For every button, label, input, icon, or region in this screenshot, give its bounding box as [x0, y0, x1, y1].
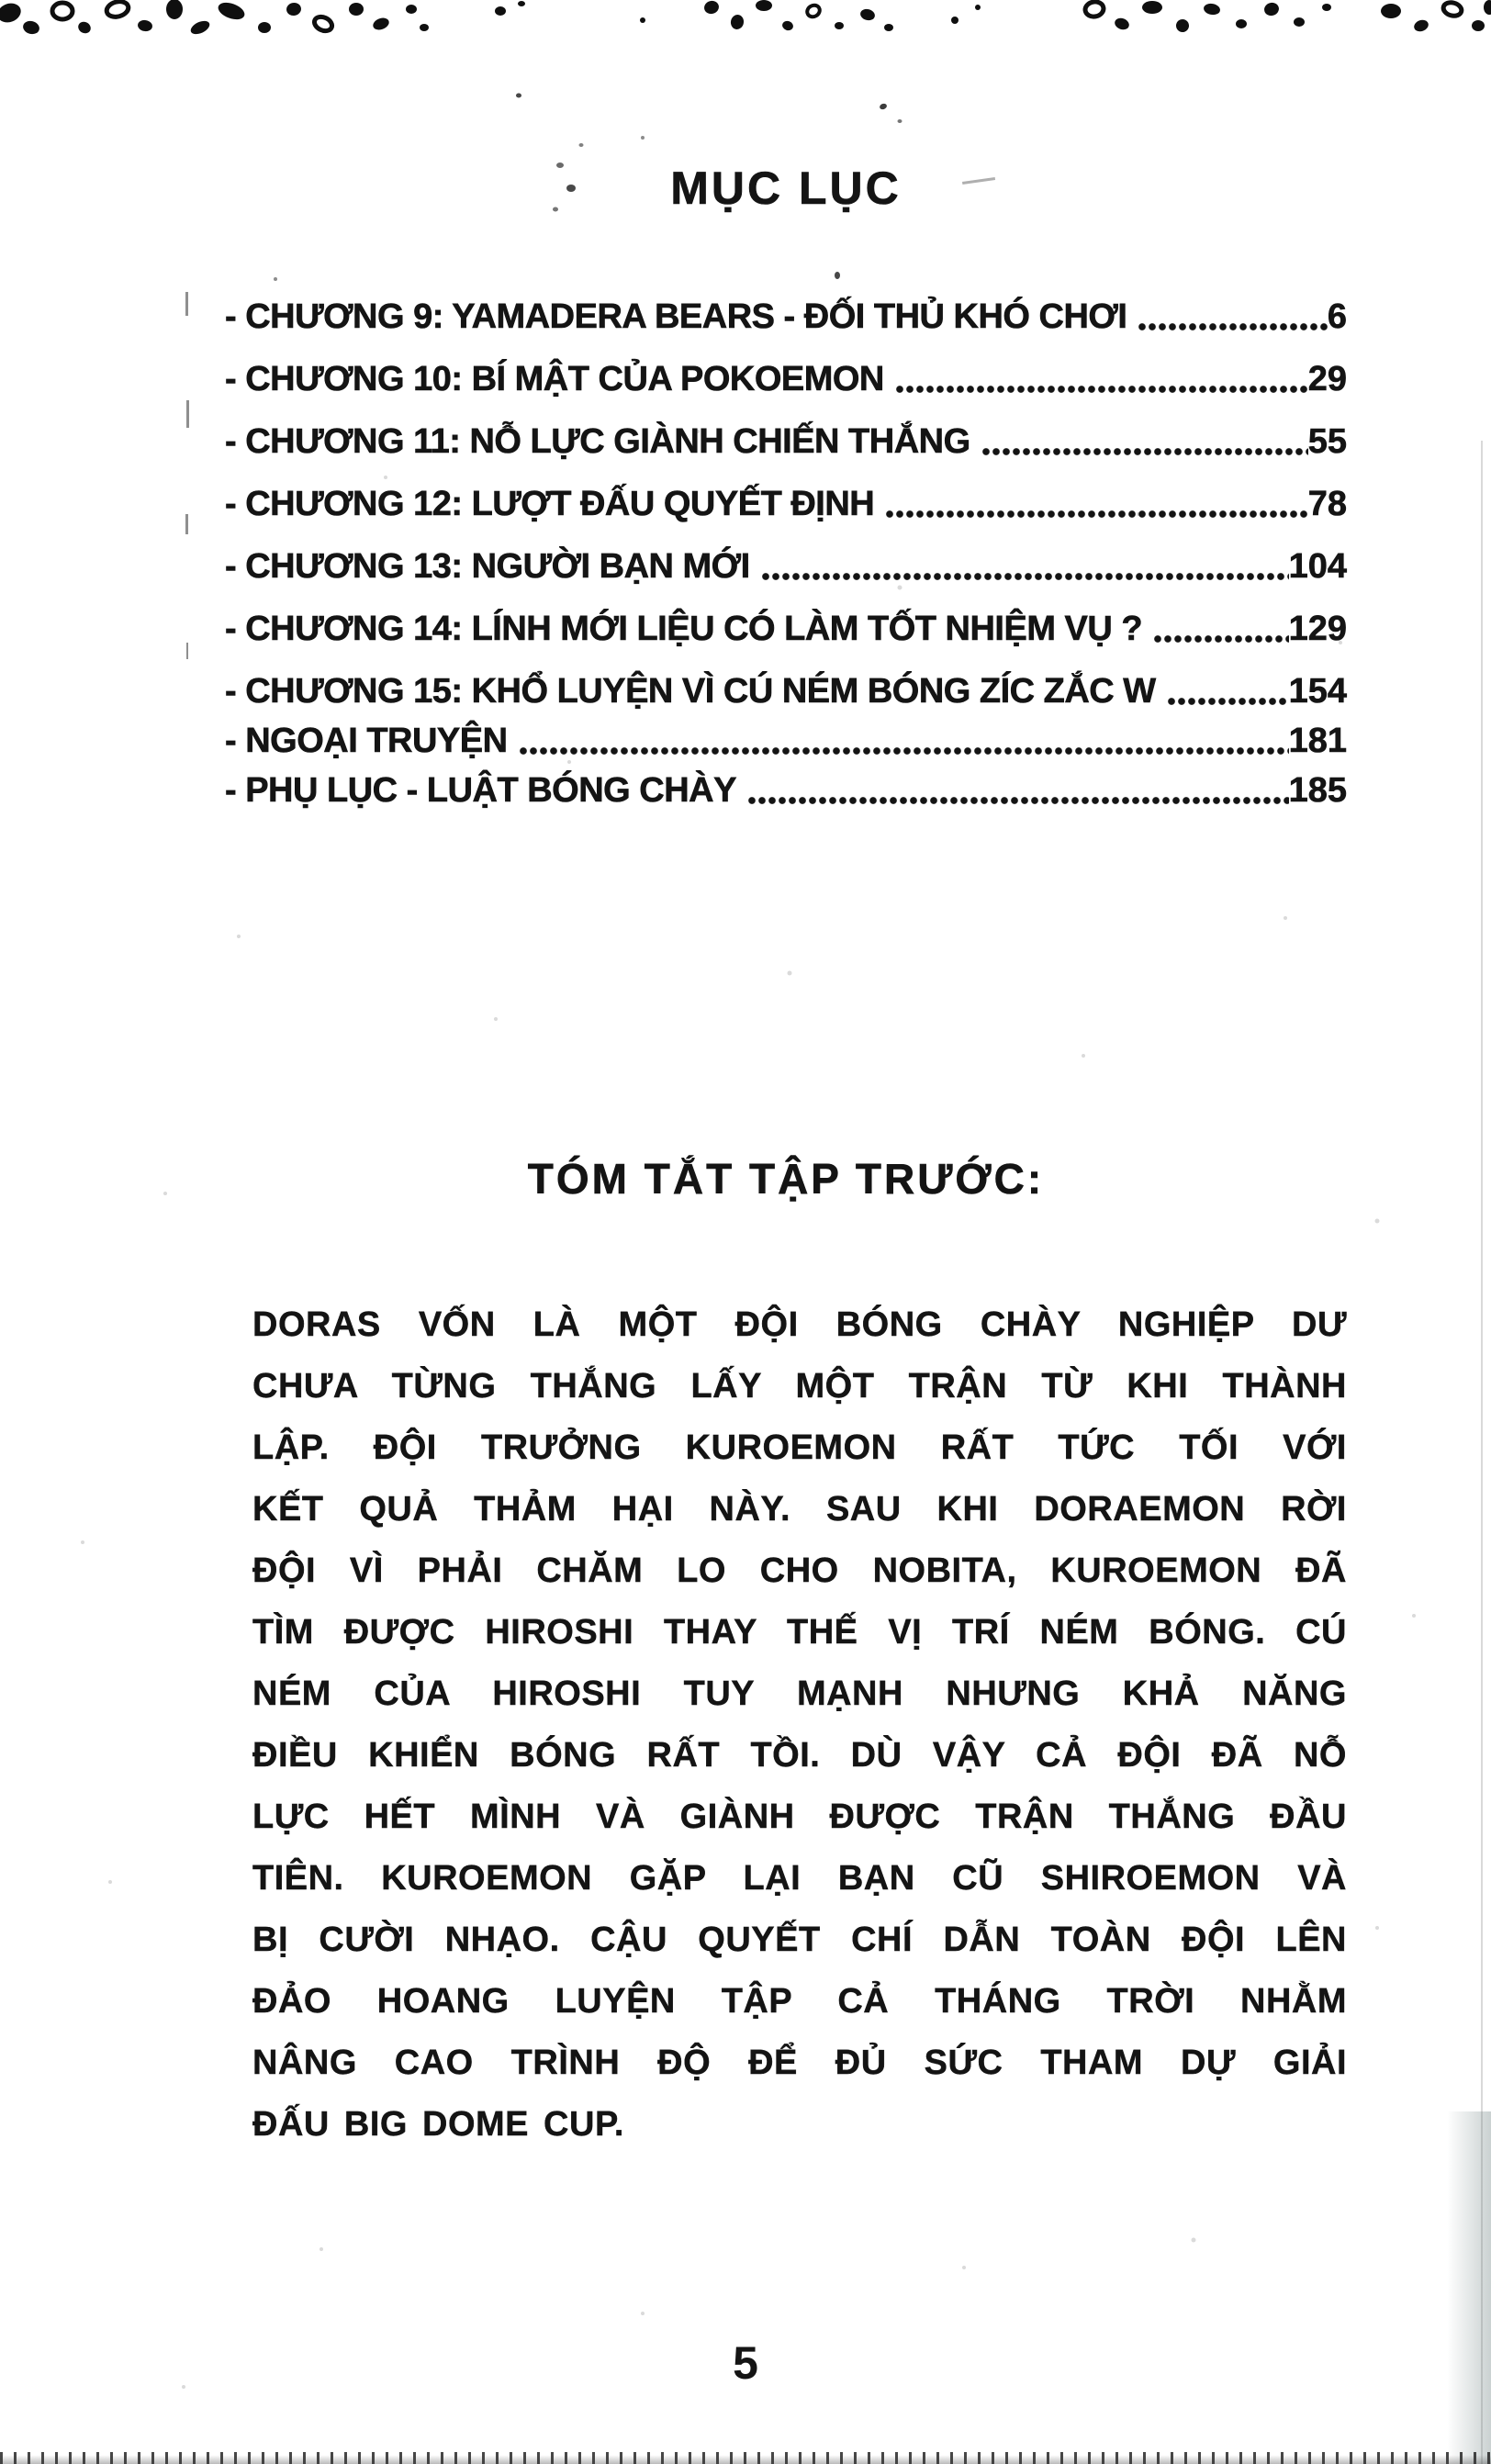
toc-entry-label: - CHƯƠNG 11: NỖ LỰC GIÀNH CHIẾN THẮNG: [225, 422, 970, 461]
summary-line: TIÊN. KUROEMON GẶP LẠI BẠN CŨ SHIROEMON VÀ: [252, 1859, 1347, 1898]
toc-entry-page: 6: [1327, 297, 1347, 336]
toc-entry-page: 154: [1288, 672, 1347, 711]
toc-entry-label: - CHƯƠNG 10: BÍ MẬT CỦA POKOEMON: [225, 360, 884, 398]
summary-line: TÌM ĐƯỢC HIROSHI THAY THẾ VỊ TRÍ NÉM BÓNG. CÚ: [252, 1613, 1347, 1652]
summary-line: KẾT QUẢ THẢM HẠI NÀY. SAU KHI DORAEMON RỜI: [252, 1490, 1347, 1529]
toc-entry-label: - CHƯƠNG 14: LÍNH MỚI LIỆU CÓ LÀM TỐT NHIỆM VỤ ?: [225, 610, 1143, 648]
summary-line: ĐIỀU KHIỂN BÓNG RẤT TỒI. DÙ VẬY CẢ ĐỘI ĐÃ NỖ: [252, 1736, 1347, 1775]
toc-row: [225, 420, 1347, 463]
summary-line: ĐẤU BIG DOME CUP.: [252, 2105, 624, 2144]
toc-row: [225, 358, 1347, 400]
summary-line: LẬP. ĐỘI TRƯỞNG KUROEMON RẤT TỨC TỐI VỚI: [252, 1428, 1347, 1467]
toc-entry-label: - CHƯƠNG 15: KHỔ LUYỆN VÌ CÚ NÉM BÓNG ZÍC ZẮC W: [225, 672, 1156, 711]
toc-dots-leader: [1138, 322, 1327, 331]
toc-entry-page: 185: [1288, 771, 1347, 810]
toc-entry-page: 78: [1307, 485, 1347, 523]
summary-line: ĐẢO HOANG LUYỆN TẬP CẢ THÁNG TRỜI NHẰM: [252, 1982, 1347, 2021]
table-of-contents: [225, 296, 1347, 819]
scan-corner-smudge: [1447, 2111, 1491, 2464]
summary-heading: TÓM TẮT TẬP TRƯỚC:: [527, 1155, 1045, 1203]
toc-entry-label: - CHƯƠNG 13: NGƯỜI BẠN MỚI: [225, 547, 750, 586]
toc-entry-label: - NGOẠI TRUYỆN: [225, 722, 508, 760]
toc-entry-page: 29: [1307, 360, 1347, 398]
summary-line: NÂNG CAO TRÌNH ĐỘ ĐỂ ĐỦ SỨC THAM DỰ GIẢI: [252, 2044, 1347, 2082]
toc-entry-label: - CHƯƠNG 12: LƯỢT ĐẤU QUYẾT ĐỊNH: [225, 485, 875, 523]
toc-dots-leader: [747, 796, 1289, 805]
page-title: MỤC LỤC: [670, 162, 902, 214]
toc-dots-leader: [895, 385, 1308, 394]
toc-dots-leader: [519, 746, 1289, 756]
summary-line: CHƯA TỪNG THẮNG LẤY MỘT TRẬN TỪ KHI THÀNH: [252, 1367, 1347, 1406]
toc-row: [225, 769, 1347, 812]
toc-entry-page: 129: [1288, 610, 1347, 648]
toc-entry-page: 104: [1288, 547, 1347, 586]
toc-row: [225, 545, 1347, 588]
summary-paragraph: [252, 1294, 1347, 2156]
toc-row: [225, 720, 1347, 762]
summary-line: ĐỘI VÌ PHẢI CHĂM LO CHO NOBITA, KUROEMON ĐÃ: [252, 1551, 1347, 1590]
summary-line: BỊ CƯỜI NHẠO. CẬU QUYẾT CHÍ DẪN TOÀN ĐỘI LÊN: [252, 1921, 1347, 1959]
toc-entry-page: 55: [1307, 422, 1347, 461]
toc-row: [225, 296, 1347, 338]
toc-row: [225, 670, 1347, 712]
toc-entry-label: - PHỤ LỤC - LUẬT BÓNG CHÀY: [225, 771, 736, 810]
toc-dots-leader: [1153, 634, 1288, 644]
toc-dots-leader: [761, 572, 1289, 581]
toc-dots-leader: [1167, 697, 1289, 706]
page-number: 5: [733, 2337, 758, 2389]
toc-entry-label: - CHƯƠNG 9: YAMADERA BEARS - ĐỐI THỦ KHÓ CHƠI: [225, 297, 1127, 336]
toc-entry-page: 181: [1288, 722, 1347, 760]
toc-row: [225, 608, 1347, 650]
summary-line: NÉM CỦA HIROSHI TUY MẠNH NHƯNG KHẢ NĂNG: [252, 1674, 1347, 1713]
summary-line: LỰC HẾT MÌNH VÀ GIÀNH ĐƯỢC TRẬN THẮNG ĐẦU: [252, 1798, 1347, 1836]
toc-row: [225, 483, 1347, 525]
toc-dots-leader: [885, 510, 1307, 519]
scan-bottom-edge: [0, 2452, 1491, 2464]
summary-line: DORAS VỐN LÀ MỘT ĐỘI BÓNG CHÀY NGHIỆP DƯ: [252, 1305, 1347, 1344]
toc-dots-leader: [981, 447, 1308, 456]
